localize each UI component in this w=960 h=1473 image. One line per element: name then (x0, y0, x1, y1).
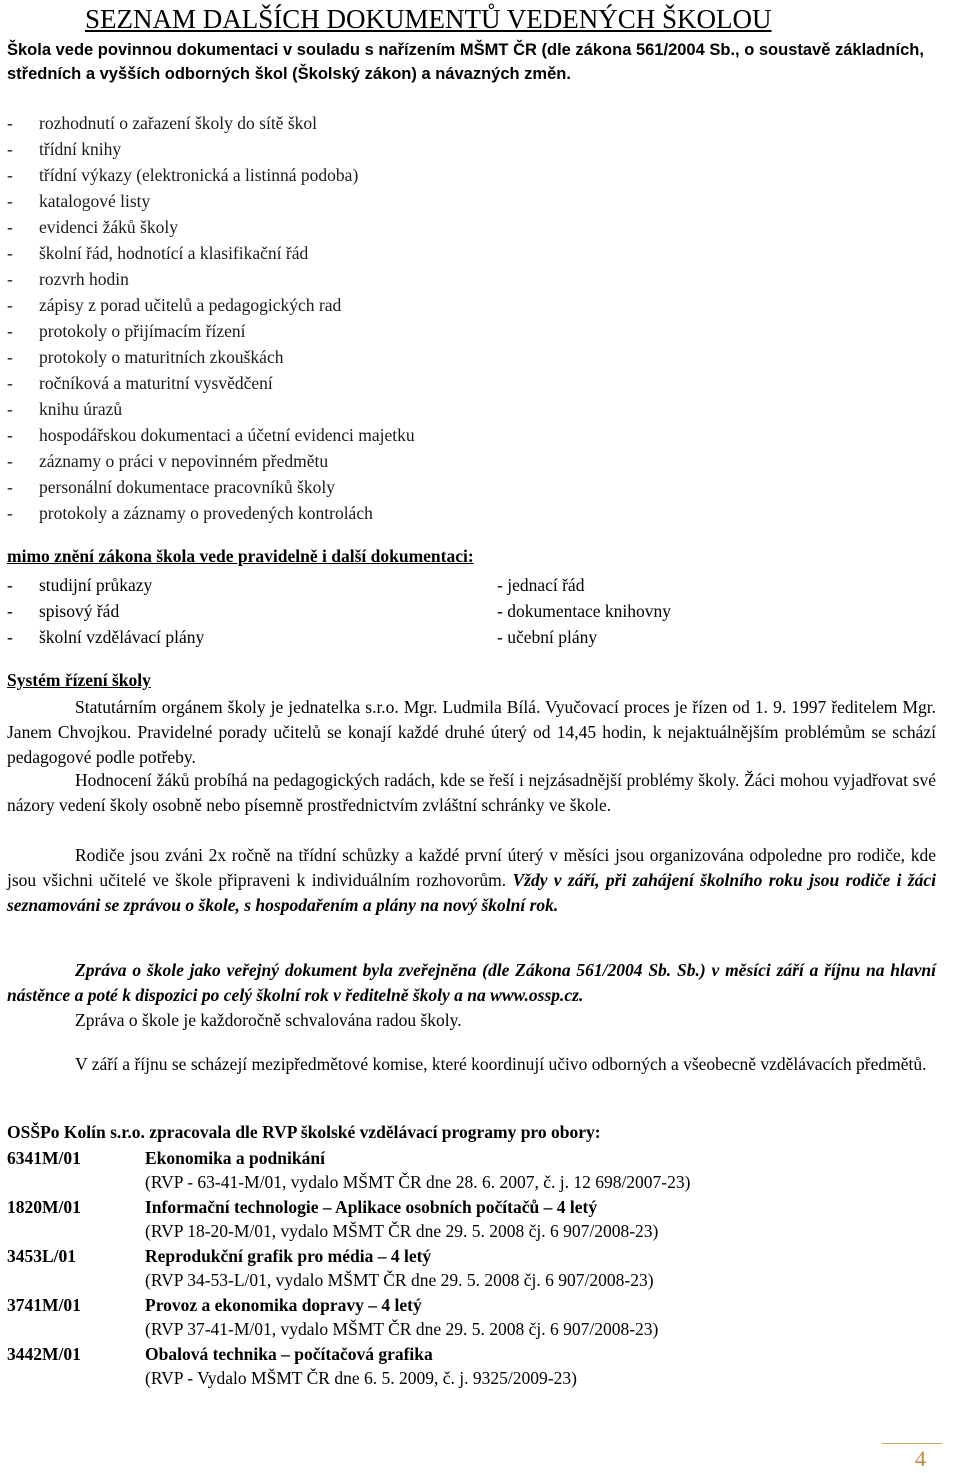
programs-heading: OSŠPo Kolín s.r.o. zpracovala dle RVP školské vzdělávací programy pro obory: (7, 1122, 601, 1142)
program-name: Reprodukční grafik pro média – 4 letý (145, 1246, 432, 1266)
list-item: - ročníková a maturitní vysvědčení (7, 373, 273, 393)
list-item: - studijní průkazy - jednací řád (7, 575, 585, 595)
program-rvp: (RVP 37-41-M/01, vydalo MŠMT ČR dne 29. 5. 2008 čj. 6 907/2008-23) (145, 1319, 659, 1339)
list-item: - školní řád, hodnotící a klasifikační řád (7, 243, 309, 263)
list-item: - protokoly o maturitních zkouškách (7, 347, 284, 367)
list-item: - protokoly o přijímacím řízení (7, 321, 246, 341)
program-rvp: (RVP 18-20-M/01, vydalo MŠMT ČR dne 29. 5. 2008 čj. 6 907/2008-23) (145, 1221, 659, 1241)
list-item: - hospodářskou dokumentaci a účetní evidenci majetku (7, 425, 415, 445)
program-name: Informační technologie – Aplikace osobních počítačů – 4 letý (145, 1197, 598, 1217)
program-code: 3453L/01 (7, 1246, 77, 1266)
list-item: - rozhodnutí o zařazení školy do sítě škol (7, 113, 317, 133)
page-number: 4 (915, 1446, 926, 1471)
list-item: - třídní knihy (7, 139, 122, 159)
system-paragraph-2: Hodnocení žáků probíhá na pedagogických radách, kde se řeší i nejzásadnější problémy školy. Žáci mohou vyjadřovat své názory vedení školy osobně nebo písemně prostřednictvím zvláštní schránky ve škole. (7, 770, 936, 815)
program-name: Obalová technika – počítačová grafika (145, 1344, 433, 1364)
report-approval: Zpráva o škole je každoročně schvalována radou školy. (75, 1010, 462, 1030)
list-item: - záznamy o práci v nepovinném předmětu (7, 451, 329, 471)
list-item: - protokoly a záznamy o provedených kontrolách (7, 503, 373, 523)
system-paragraph-1: Statutárním orgánem školy je jednatelka s.r.o. Mgr. Ludmila Bílá. Vyučovací proces je řízen od 1. 9. 1997 ředitelem Mgr. Janem Chvojkou. Pravidelné porady učitelů se konají každé druhé úterý od 14,45 hodin, k nejaktuálnějším problémům se schází pedagogové podle potřeby. (7, 697, 936, 767)
list-item: - rozvrh hodin (7, 269, 129, 289)
list-item: - katalogové listy (7, 191, 151, 211)
program-rvp: (RVP 34-53-L/01, vydalo MŠMT ČR dne 29. 5. 2008 čj. 6 907/2008-23) (145, 1270, 654, 1290)
system-heading: Systém řízení školy (7, 670, 151, 690)
list-item: - spisový řád - dokumentace knihovny (7, 601, 671, 621)
document-list (7, 110, 707, 526)
program-name: Provoz a ekonomika dopravy – 4 letý (145, 1295, 422, 1315)
list-item: - zápisy z porad učitelů a pedagogických rad (7, 295, 342, 315)
extra-docs-heading: mimo znění zákona škola vede pravidelně i další dokumentaci: (7, 546, 474, 566)
program-code: 6341M/01 (7, 1148, 81, 1168)
footer-divider (882, 1443, 942, 1444)
intro-paragraph: Škola vede povinnou dokumentaci v souladu s nařízením MŠMT ČR (dle zákona 561/2004 Sb., o soustavě základních, středních a vyšších odborných škol (Školský zákon) a návazných změn. (7, 41, 924, 83)
program-rvp: (RVP - Vydalo MŠMT ČR dne 6. 5. 2009, č. j. 9325/2009-23) (145, 1368, 577, 1388)
list-item: - třídní výkazy (elektronická a listinná podoba) (7, 165, 359, 185)
report-paragraph: Zpráva o škole jako veřejný dokument byla zveřejněna (dle Zákona 561/2004 Sb. Sb.) v měsíci září a říjnu na hlavní nástěnce a poté k dispozici po celý školní rok v ředitelně školy a na www.ossp.cz. (7, 960, 936, 1005)
program-rvp: (RVP - 63-41-M/01, vydalo MŠMT ČR dne 28. 6. 2007, č. j. 12 698/2007-23) (145, 1172, 691, 1192)
list-item: - personální dokumentace pracovníků školy (7, 477, 335, 497)
program-code: 1820M/01 (7, 1197, 81, 1217)
system-paragraph-3: Rodiče jsou zváni 2x ročně na třídní schůzky a každé první úterý v měsíci jsou organizována odpoledne pro rodiče, kde jsou všichni učitelé ve škole připraveni k individuálním rozhovorům. Vždy v září, při zahájení školního roku jsou rodiče i žáci seznamováni se zprávou o škole, s hospodařením a plány na nový školní rok. (7, 845, 936, 915)
program-code: 3442M/01 (7, 1344, 81, 1364)
list-item: - evidenci žáků školy (7, 217, 178, 237)
list-item: - knihu úrazů (7, 399, 123, 419)
list-item: - školní vzdělávací plány - učební plány (7, 627, 598, 647)
page-title: SEZNAM DALŠÍCH DOKUMENTŮ VEDENÝCH ŠKOLOU (85, 4, 772, 34)
program-name: Ekonomika a podnikání (145, 1148, 325, 1168)
extra-docs-list (7, 572, 947, 650)
committee-paragraph: V září a říjnu se scházejí mezipředmětové komise, které koordinují učivo odborných a všeobecně vzdělávacích předmětů. (75, 1054, 927, 1074)
program-code: 3741M/01 (7, 1295, 81, 1315)
